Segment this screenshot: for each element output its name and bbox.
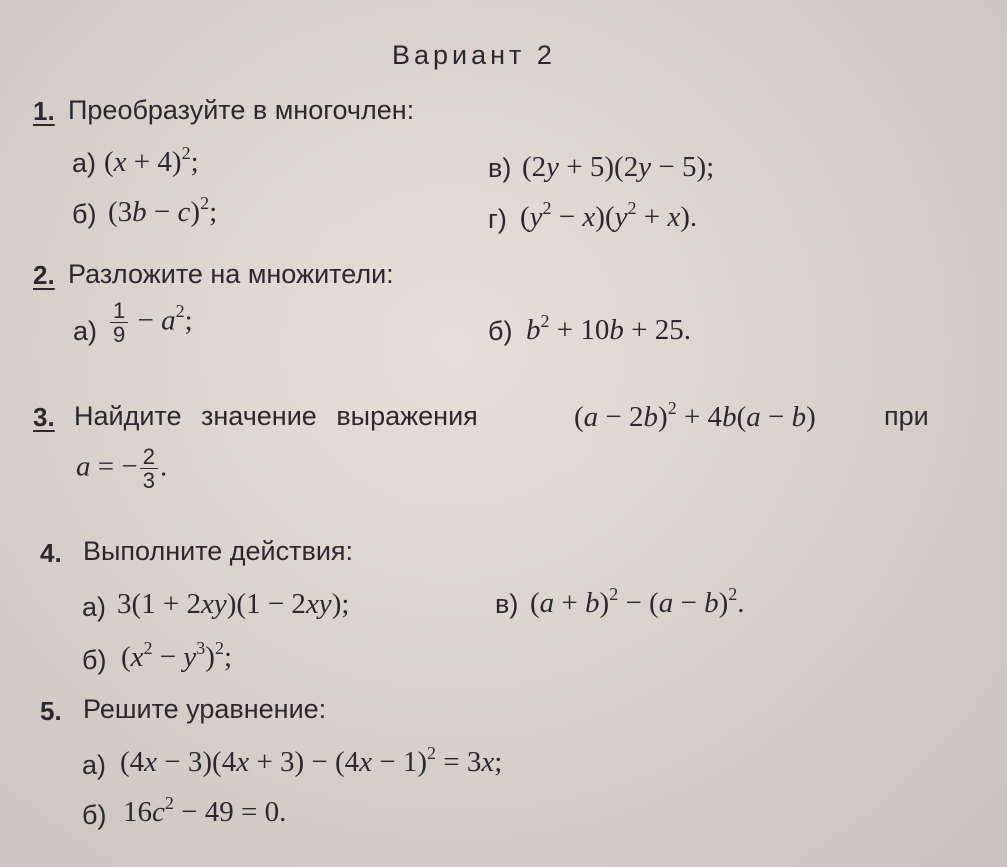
task-2a-label: а)	[73, 316, 98, 346]
task-4b-expr: $(x^2 - y^3)^2$;	[121, 638, 233, 673]
task-4b-label: б)	[82, 645, 107, 675]
task-1a-label: а)	[72, 148, 97, 178]
task-2-number: 2.	[33, 260, 55, 290]
task-4v-expr: $(a + b)^2 - (a - b)^2$.	[530, 584, 745, 619]
task-1v-expr: (2y + 5)(2y − 5);	[522, 151, 715, 183]
task-4v-label: в)	[495, 589, 519, 619]
task-1v-label: в)	[488, 153, 512, 183]
task-3-tail: при	[884, 401, 929, 431]
task-2a-expr: $\frac{1}{9}$ − $a^2$;	[108, 299, 193, 346]
task-2b-expr: $b^2 + 10b + 25$.	[526, 311, 691, 346]
task-1g-label: г)	[488, 204, 507, 234]
task-2-heading: Разложите на множители:	[68, 259, 394, 289]
task-5-heading: Решите уравнение:	[83, 694, 327, 724]
task-4a-expr: 3(1 + 2xy)(1 − 2xy);	[117, 588, 350, 620]
task-1a-expr: $(x + 4)^2$;	[104, 143, 199, 178]
task-3-heading: Найдите значение выражения	[74, 401, 478, 431]
task-4-number: 4.	[40, 538, 62, 568]
task-5b-expr: $16c^2 - 49 = 0$.	[123, 793, 287, 828]
task-5a-label: а)	[82, 750, 107, 780]
task-2b-label: б)	[488, 316, 513, 346]
task-1b-expr: $(3b - c)^2$;	[108, 193, 218, 228]
task-1-heading: Преобразуйте в многочлен:	[68, 95, 415, 125]
task-5-number: 5.	[40, 696, 62, 726]
task-1b-label: б)	[72, 199, 97, 229]
task-5b-label: б)	[82, 800, 107, 830]
task-3-expr: $(a - 2b)^2 + 4b(a - b)$	[574, 398, 816, 433]
task-1g-expr: $(y^2 - x)(y^2 + x)$.	[520, 198, 698, 233]
fraction-two-thirds: $\frac{2}{3}$	[140, 445, 158, 492]
variant-title: Вариант 2	[392, 40, 556, 70]
task-5a-expr: $(4x - 3)(4x + 3) - (4x - 1)^2 = 3x$;	[120, 743, 503, 778]
task-3-number: 3.	[33, 402, 55, 432]
fraction-one-ninth: $\frac{1}{9}$	[110, 299, 128, 346]
task-3-condition: a = − $\frac{2}{3}$ .	[76, 444, 168, 494]
task-4-heading: Выполните действия:	[83, 536, 354, 566]
task-4a-label: а)	[82, 592, 107, 622]
task-1-number: 1.	[33, 96, 55, 126]
